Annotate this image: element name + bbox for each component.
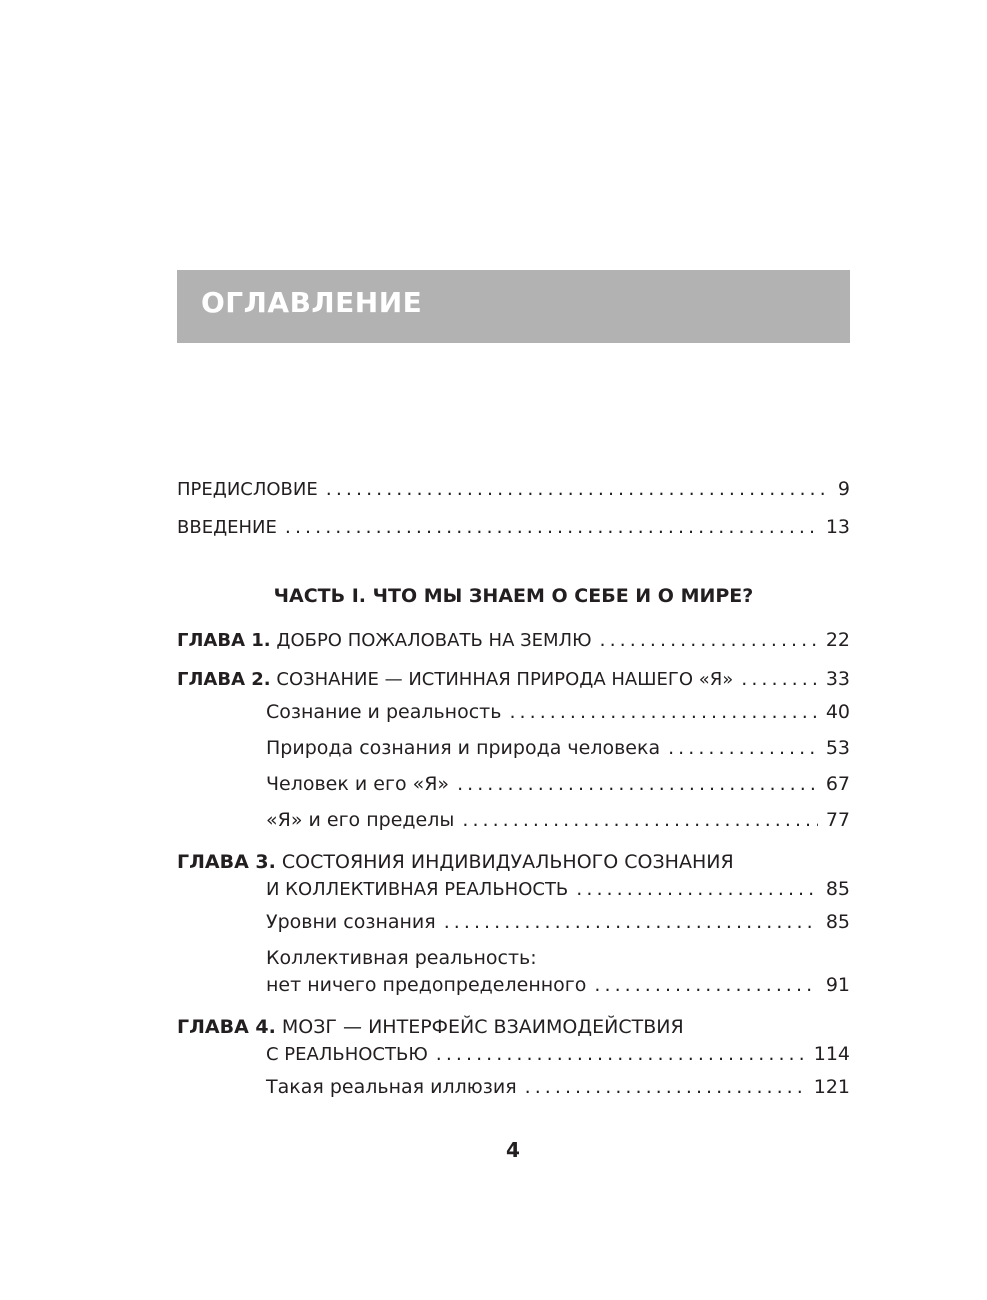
chapter-title-line2: И КОЛЛЕКТИВНАЯ РЕАЛЬНОСТЬ — [266, 879, 569, 900]
dot-leader — [576, 877, 818, 901]
dot-leader — [436, 1042, 806, 1066]
toc-entry-page: 13 — [825, 516, 850, 538]
toc-entry-label: ВВЕДЕНИЕ — [177, 517, 277, 538]
part-title: ЧАСТЬ I. ЧТО МЫ ЗНАЕМ О СЕБЕ И О МИРЕ? — [273, 585, 754, 607]
chapter-title-line2: С РЕАЛЬНОСТЬЮ — [266, 1044, 428, 1065]
chapter-title: СОЗНАНИЕ — ИСТИННАЯ ПРИРОДА НАШЕГО «Я» — [276, 669, 734, 690]
toc-section[interactable] — [266, 808, 850, 832]
toc-entry-page: 85 — [825, 911, 850, 933]
toc-entry-page: 67 — [825, 773, 850, 795]
toc-section[interactable] — [266, 772, 850, 796]
toc-entry-page: 22 — [825, 629, 850, 651]
dot-leader — [285, 515, 818, 539]
toc-entry-page: 114 — [813, 1043, 850, 1065]
toc-entry-label: Уровни сознания — [266, 911, 436, 933]
toc-entry-label: Такая реальная иллюзия — [266, 1076, 517, 1098]
toc-entry-page: 91 — [825, 974, 850, 996]
chapter-prefix: ГЛАВА 2. — [177, 669, 271, 690]
page-title: ОГЛАВЛЕНИЕ — [201, 286, 423, 319]
dot-leader — [668, 736, 818, 760]
toc-chapter-1[interactable] — [177, 628, 850, 653]
dot-leader — [600, 628, 818, 652]
toc-chapter-2[interactable] — [177, 667, 850, 692]
toc-entry-page: 33 — [825, 668, 850, 690]
toc-entry-page: 77 — [825, 809, 850, 831]
toc-entry-label: Природа сознания и природа человека — [266, 737, 661, 759]
dot-leader — [444, 910, 818, 934]
dot-leader — [326, 477, 830, 501]
toc-entry-introduction[interactable] — [177, 515, 850, 540]
toc-chapter-3[interactable] — [266, 877, 850, 902]
dot-leader — [462, 808, 817, 832]
dot-leader — [525, 1075, 806, 1099]
toc-entry-label: «Я» и его пределы — [266, 809, 455, 831]
dot-leader — [594, 973, 817, 997]
toc-section[interactable] — [266, 910, 850, 934]
chapter-title: ДОБРО ПОЖАЛОВАТЬ НА ЗЕМЛЮ — [276, 630, 592, 651]
toc-section[interactable] — [266, 700, 850, 724]
dot-leader — [457, 772, 818, 796]
dot-leader — [509, 700, 817, 724]
toc-entry-preface[interactable] — [177, 477, 850, 502]
title-bar — [177, 270, 850, 343]
toc-section[interactable] — [266, 1075, 850, 1099]
toc-entry-label: Сознание и реальность — [266, 701, 502, 723]
toc-section[interactable] — [266, 736, 850, 760]
toc-entry-page: 9 — [837, 478, 850, 500]
chapter-prefix: ГЛАВА 1. — [177, 630, 271, 651]
toc-entry-label: нет ничего предопределенного — [266, 974, 587, 996]
toc-section-line1[interactable]: Коллективная реальность: — [266, 947, 537, 969]
toc-chapter-4[interactable] — [266, 1042, 850, 1067]
chapter-prefix: ГЛАВА 4. — [177, 1016, 276, 1038]
toc-entry-label: ПРЕДИСЛОВИЕ — [177, 479, 318, 500]
toc-entry-label — [177, 629, 592, 653]
toc-chapter-4-line1[interactable] — [177, 1015, 684, 1039]
chapter-prefix: ГЛАВА 3. — [177, 851, 276, 873]
toc-section[interactable] — [266, 973, 850, 997]
page-number: 4 — [506, 1138, 520, 1162]
toc-entry-page: 53 — [825, 737, 850, 759]
toc-entry-page: 121 — [813, 1076, 850, 1098]
dot-leader — [741, 667, 818, 691]
toc-chapter-3-line1[interactable] — [177, 850, 734, 874]
toc-entry-label — [177, 668, 733, 692]
toc-entry-label: Человек и его «Я» — [266, 773, 450, 795]
chapter-title: СОСТОЯНИЯ ИНДИВИДУАЛЬНОГО СОЗНАНИЯ — [281, 851, 734, 873]
toc-entry-page: 85 — [825, 878, 850, 900]
chapter-title: МОЗГ — ИНТЕРФЕЙС ВЗАИМОДЕЙСТВИЯ — [281, 1016, 684, 1038]
toc-entry-page: 40 — [825, 701, 850, 723]
